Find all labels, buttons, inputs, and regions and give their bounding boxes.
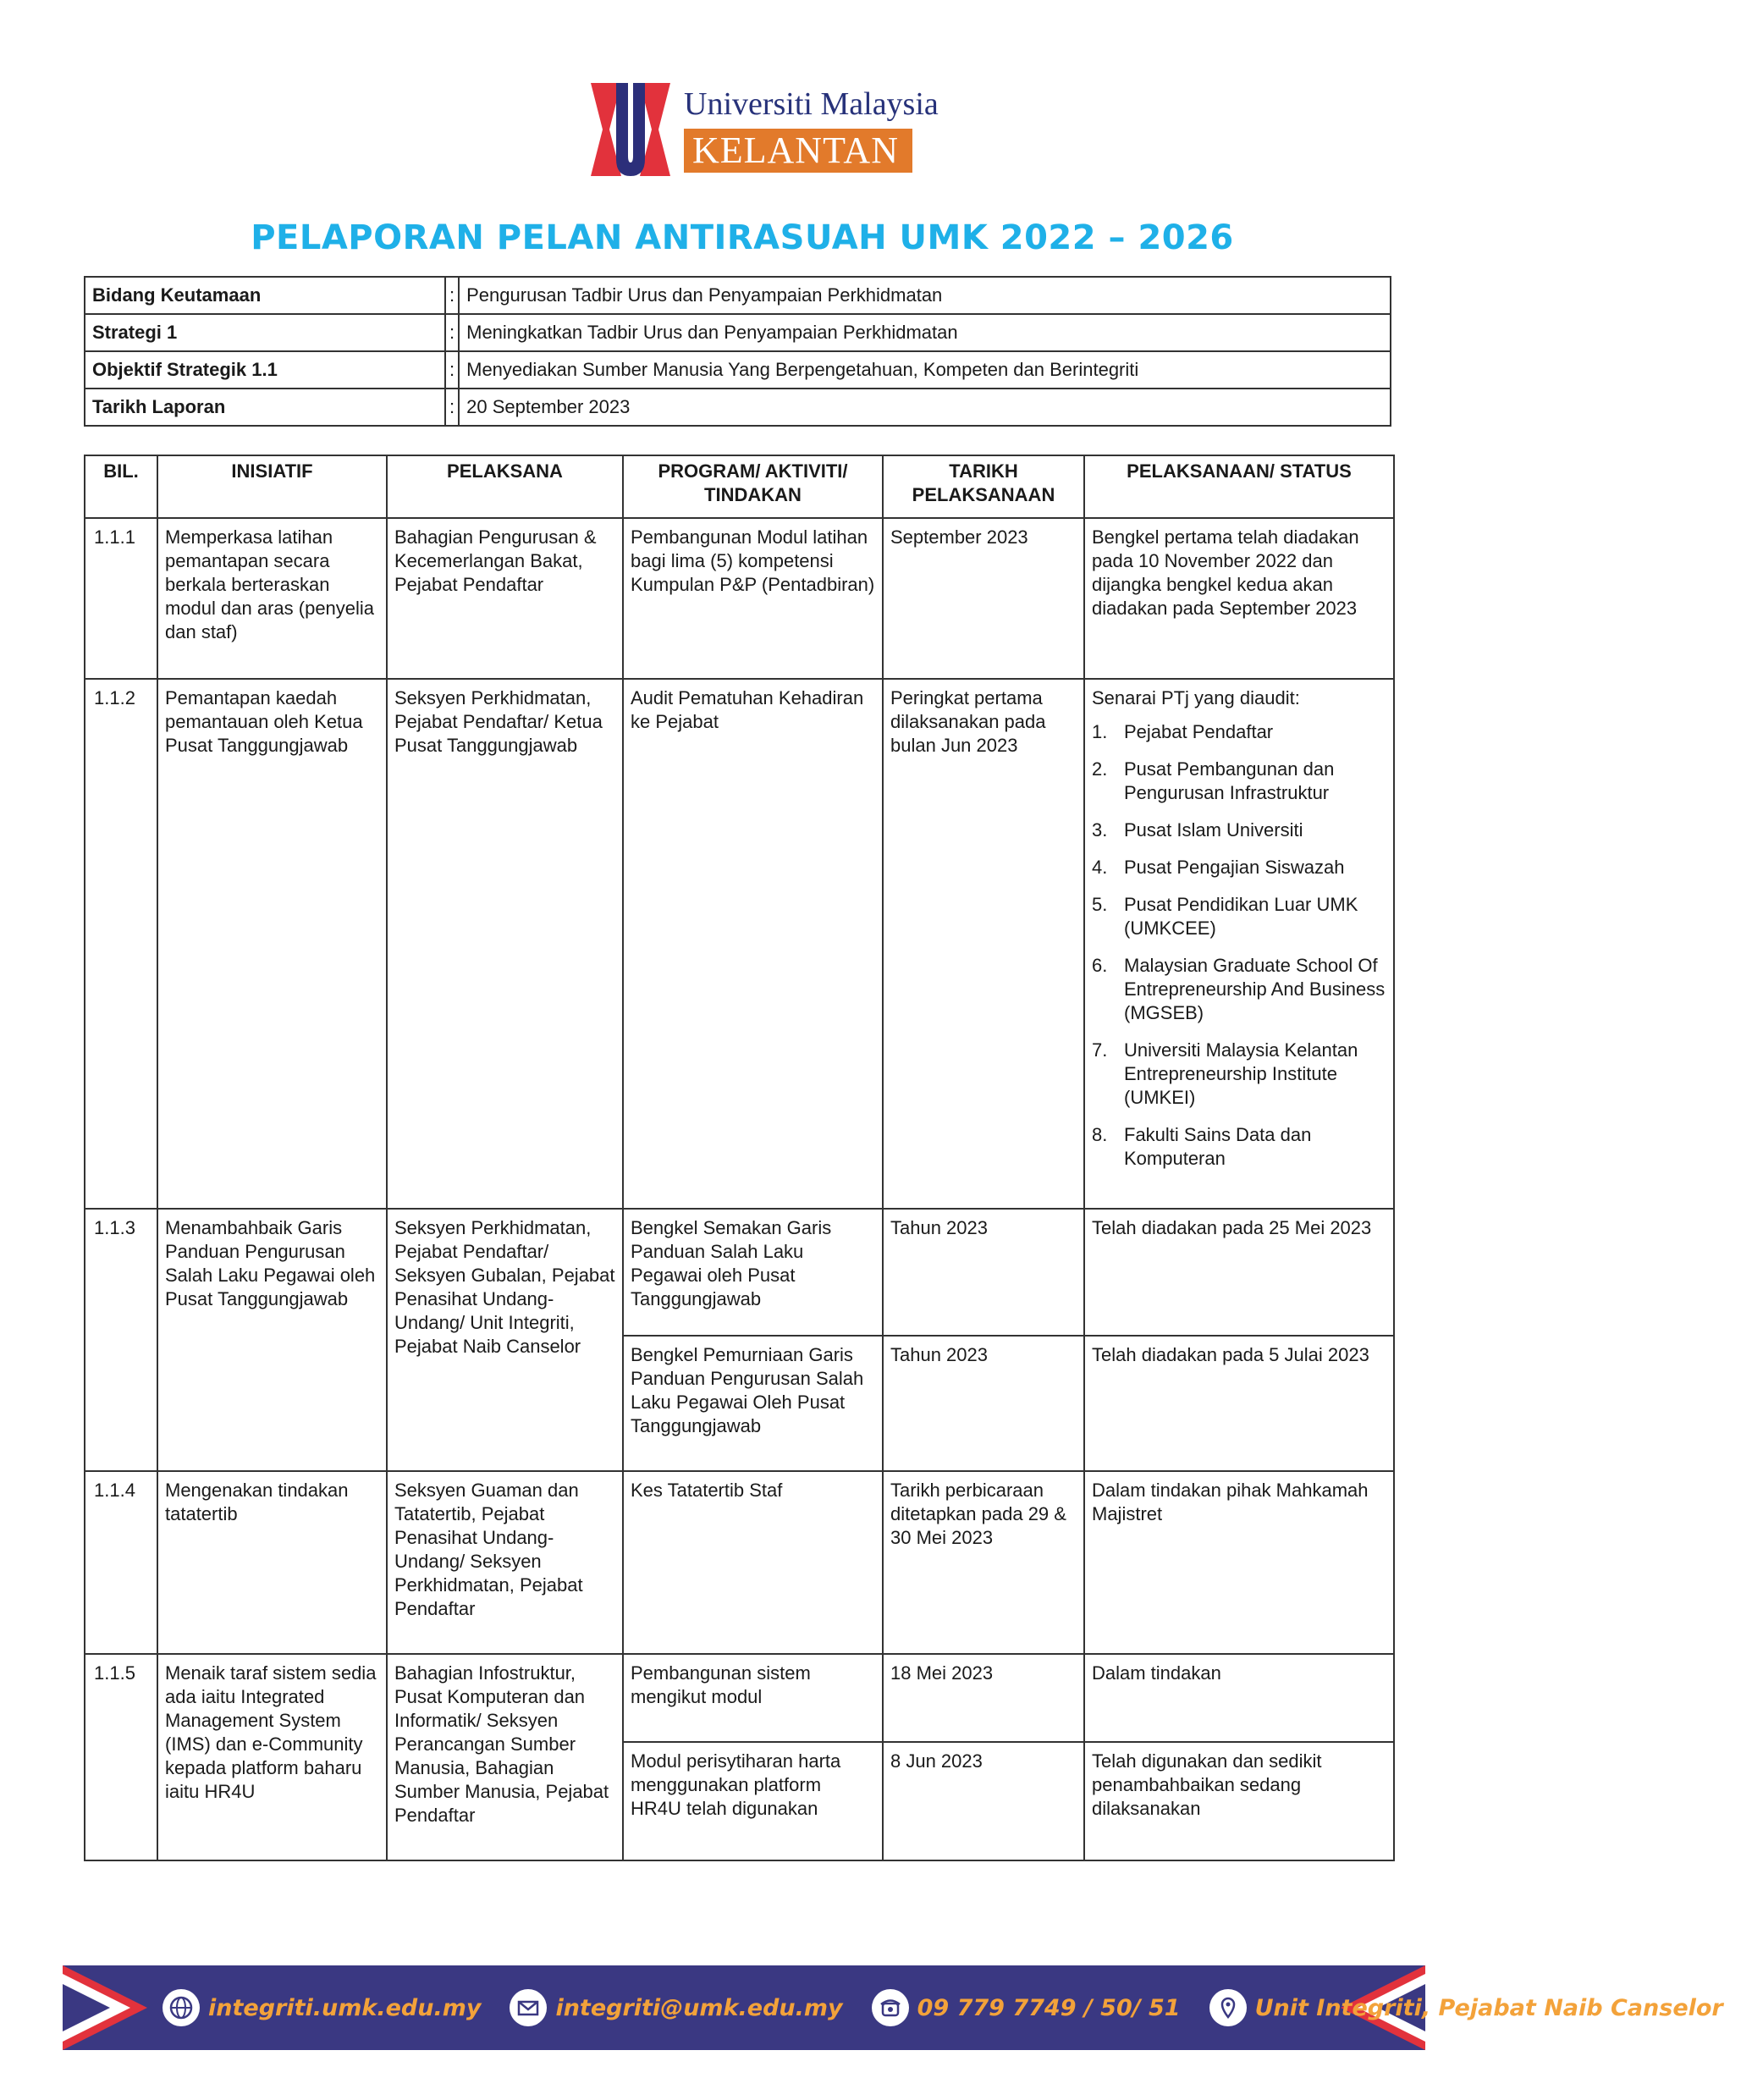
cell-inisiatif: Memperkasa latihan pemantapan secara berkala berteraskan modul dan aras (penyelia dan staf) — [157, 518, 387, 679]
info-value: 20 September 2023 — [459, 389, 1391, 426]
table-row — [85, 1209, 1394, 1336]
list-number: 7. — [1092, 1039, 1108, 1061]
cell-pelaksana: Bahagian Pengurusan & Kecemerlangan Bakat, Pejabat Pendaftar — [387, 518, 623, 679]
info-separator: : — [445, 314, 459, 351]
info-value: Pengurusan Tadbir Urus dan Penyampaian Perkhidmatan — [459, 277, 1391, 314]
footer-phone-text: 09 779 7749 / 50/ 51 — [917, 1994, 1181, 2021]
header-inisiatif: INISIATIF — [157, 455, 387, 518]
cell-pelaksana: Seksyen Perkhidmatan, Pejabat Pendaftar/ Ketua Pusat Tanggungjawab — [387, 679, 623, 1209]
cell-tarikh: 8 Jun 2023 — [883, 1742, 1084, 1860]
table-header-row — [85, 455, 1394, 518]
cell-tarikh: Tarikh perbicaraan ditetapkan pada 29 & 30 Mei 2023 — [883, 1471, 1084, 1654]
logo-line-kelantan: KELANTAN — [684, 129, 912, 173]
list-text: Universiti Malaysia Kelantan Entrepreneurship Institute (UMKEI) — [1124, 1039, 1358, 1108]
cell-status: Bengkel pertama telah diadakan pada 10 November 2022 dan dijangka bengkel kedua akan diadakan pada September 2023 — [1084, 518, 1394, 679]
list-text: Pusat Pengajian Siswazah — [1124, 857, 1345, 878]
table-row — [85, 518, 1394, 679]
ptj-list-intro: Senarai PTj yang diaudit: — [1092, 687, 1300, 708]
info-separator: : — [445, 277, 459, 314]
cell-inisiatif: Menaik taraf sistem sedia ada iaitu Integrated Management System (IMS) dan e-Community kepada platform baharu iaitu HR4U — [157, 1654, 387, 1860]
cell-pelaksana: Bahagian Infostruktur, Pusat Komputeran dan Informatik/ Seksyen Perancangan Sumber Manusia, Bahagian Sumber Manusia, Pejabat Pendaftar — [387, 1654, 623, 1860]
list-text: Pusat Islam Universiti — [1124, 819, 1303, 841]
cell-inisiatif: Pemantapan kaedah pemantauan oleh Ketua Pusat Tanggungjawab — [157, 679, 387, 1209]
footer-unit-text: Unit Integriti, Pejabat Naib Canselor — [1254, 1994, 1723, 2021]
list-item — [1092, 893, 1386, 940]
cell-tarikh: Tahun 2023 — [883, 1209, 1084, 1336]
footer-contacts — [163, 1965, 1752, 2050]
info-table — [84, 276, 1391, 427]
cell-bil: 1.1.2 — [85, 679, 157, 1209]
cell-tarikh: September 2023 — [883, 518, 1084, 679]
list-number: 2. — [1092, 758, 1108, 780]
mail-icon — [510, 1989, 547, 2026]
footer-website-text: integriti.umk.edu.my — [208, 1994, 482, 2021]
list-item — [1092, 1123, 1386, 1171]
cell-program: Audit Pematuhan Kehadiran ke Pejabat — [623, 679, 883, 1209]
document-title: PELAPORAN PELAN ANTIRASUAH UMK 2022 – 2026 — [251, 218, 1234, 257]
list-item — [1092, 1039, 1386, 1110]
report-table — [84, 455, 1395, 1861]
info-value: Menyediakan Sumber Manusia Yang Berpengetahuan, Kompeten dan Berintegriti — [459, 351, 1391, 389]
list-number: 6. — [1092, 955, 1108, 976]
ptj-list — [1092, 720, 1386, 1171]
cell-program: Bengkel Semakan Garis Panduan Salah Laku Pegawai oleh Pusat Tanggungjawab — [623, 1209, 883, 1336]
cell-program: Pembangunan Modul latihan bagi lima (5) kompetensi Kumpulan P&P (Pentadbiran) — [623, 518, 883, 679]
footer-left-chevron-icon — [63, 1965, 164, 2050]
info-key: Bidang Keutamaan — [85, 277, 445, 314]
list-text: Fakulti Sains Data dan Komputeran — [1124, 1124, 1312, 1169]
table-row — [85, 1654, 1394, 1742]
header-bil: BIL. — [85, 455, 157, 518]
cell-status — [1084, 679, 1394, 1209]
footer-email[interactable] — [510, 1989, 842, 2026]
footer-website[interactable] — [163, 1989, 481, 2026]
phone-icon — [872, 1989, 909, 2026]
cell-program: Pembangunan sistem mengikut modul — [623, 1654, 883, 1742]
list-number: 5. — [1092, 894, 1108, 915]
cell-bil: 1.1.4 — [85, 1471, 157, 1654]
footer-email-text: integriti@umk.edu.my — [555, 1994, 843, 2021]
info-value: Meningkatkan Tadbir Urus dan Penyampaian Perkhidmatan — [459, 314, 1391, 351]
list-text: Pejabat Pendaftar — [1124, 721, 1274, 742]
cell-bil: 1.1.5 — [85, 1654, 157, 1860]
footer-phone[interactable] — [872, 1989, 1181, 2026]
list-number: 3. — [1092, 819, 1108, 841]
cell-tarikh: 18 Mei 2023 — [883, 1654, 1084, 1742]
info-row — [85, 314, 1391, 351]
header-status: PELAKSANAAN/ STATUS — [1084, 455, 1394, 518]
header-pelaksana: PELAKSANA — [387, 455, 623, 518]
cell-status: Telah digunakan dan sedikit penambahbaikan sedang dilaksanakan — [1084, 1742, 1394, 1860]
logo-wordmark — [684, 83, 939, 173]
info-separator: : — [445, 389, 459, 426]
location-icon — [1209, 1989, 1247, 2026]
globe-icon — [163, 1989, 200, 2026]
cell-inisiatif: Menambahbaik Garis Panduan Pengurusan Salah Laku Pegawai oleh Pusat Tanggungjawab — [157, 1209, 387, 1471]
table-row — [85, 679, 1394, 1209]
list-item — [1092, 758, 1386, 805]
list-text: Pusat Pembangunan dan Pengurusan Infrastruktur — [1124, 758, 1335, 803]
cell-tarikh: Peringkat pertama dilaksanakan pada bulan Jun 2023 — [883, 679, 1084, 1209]
university-logo — [584, 78, 939, 181]
footer-unit — [1209, 1989, 1723, 2026]
list-item — [1092, 856, 1386, 879]
cell-program: Modul perisytiharan harta menggunakan platform HR4U telah digunakan — [623, 1742, 883, 1860]
list-text: Malaysian Graduate School Of Entrepreneurship And Business (MGSEB) — [1124, 955, 1386, 1023]
cell-bil: 1.1.3 — [85, 1209, 157, 1471]
info-row — [85, 277, 1391, 314]
cell-status: Telah diadakan pada 5 Julai 2023 — [1084, 1336, 1394, 1471]
cell-status: Dalam tindakan pihak Mahkamah Majistret — [1084, 1471, 1394, 1654]
header-tarikh: TARIKH PELAKSANAAN — [883, 455, 1084, 518]
cell-tarikh: Tahun 2023 — [883, 1336, 1084, 1471]
info-key: Tarikh Laporan — [85, 389, 445, 426]
info-separator: : — [445, 351, 459, 389]
header-program: PROGRAM/ AKTIVITI/ TINDAKAN — [623, 455, 883, 518]
list-text: Pusat Pendidikan Luar UMK (UMKCEE) — [1124, 894, 1358, 939]
info-key: Strategi 1 — [85, 314, 445, 351]
table-row — [85, 1471, 1394, 1654]
list-number: 4. — [1092, 857, 1108, 878]
list-item — [1092, 720, 1386, 744]
list-number: 8. — [1092, 1124, 1108, 1145]
info-row — [85, 389, 1391, 426]
info-row — [85, 351, 1391, 389]
cell-status: Dalam tindakan — [1084, 1654, 1394, 1742]
cell-status: Telah diadakan pada 25 Mei 2023 — [1084, 1209, 1394, 1336]
cell-pelaksana: Seksyen Perkhidmatan, Pejabat Pendaftar/ Seksyen Gubalan, Pejabat Penasihat Undang-Undang/ Unit Integriti, Pejabat Naib Canselor — [387, 1209, 623, 1471]
list-item — [1092, 954, 1386, 1025]
info-key: Objektif Strategik 1.1 — [85, 351, 445, 389]
cell-program: Kes Tatatertib Staf — [623, 1471, 883, 1654]
logo-line-university: Universiti Malaysia — [684, 86, 939, 122]
footer-banner — [63, 1965, 1723, 2050]
cell-pelaksana: Seksyen Guaman dan Tatatertib, Pejabat Penasihat Undang-Undang/ Seksyen Perkhidmatan, Pejabat Pendaftar — [387, 1471, 623, 1654]
list-number: 1. — [1092, 721, 1108, 742]
cell-bil: 1.1.1 — [85, 518, 157, 679]
umk-logo-mark-icon — [584, 78, 677, 181]
cell-program: Bengkel Pemurniaan Garis Panduan Pengurusan Salah Laku Pegawai Oleh Pusat Tanggungjawab — [623, 1336, 883, 1471]
list-item — [1092, 819, 1386, 842]
cell-inisiatif: Mengenakan tindakan tatatertib — [157, 1471, 387, 1654]
